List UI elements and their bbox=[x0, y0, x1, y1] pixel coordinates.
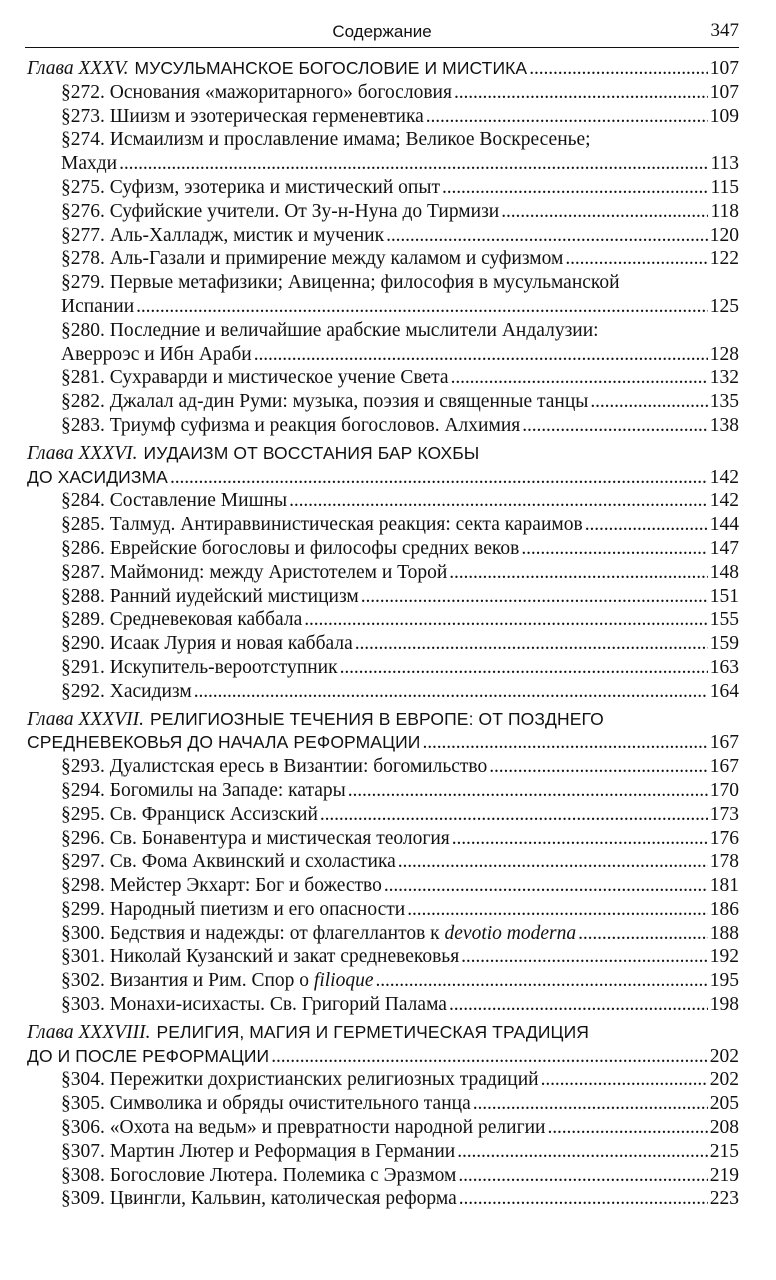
entry-text bbox=[61, 1140, 455, 1164]
entry-text bbox=[61, 969, 374, 993]
section-entry-continued[interactable] bbox=[27, 343, 739, 367]
dot-leader bbox=[590, 390, 707, 414]
section-entry[interactable] bbox=[27, 898, 739, 922]
section-title-italic: devotio moderna bbox=[444, 922, 577, 944]
entry-page-number: 115 bbox=[710, 176, 739, 198]
entry-page-number: 125 bbox=[709, 295, 739, 317]
dot-leader bbox=[320, 803, 708, 827]
entry-text bbox=[61, 176, 440, 200]
page-header bbox=[25, 20, 739, 48]
section-entry[interactable] bbox=[27, 1068, 739, 1092]
running-title: Содержание bbox=[332, 22, 432, 41]
entry-page-number: 113 bbox=[710, 153, 739, 175]
chapter-title: ИУДАИЗМ ОТ ВОССТАНИЯ БАР КОХБЫ bbox=[143, 442, 480, 463]
entry-text bbox=[61, 1068, 539, 1092]
entry-text bbox=[61, 343, 252, 367]
section-title: §290. Исаак Лурия и новая каббала bbox=[61, 633, 353, 655]
section-entry[interactable] bbox=[27, 1187, 739, 1211]
entry-page-number: 192 bbox=[709, 946, 739, 968]
chapter-heading[interactable] bbox=[27, 1021, 739, 1045]
section-entry[interactable] bbox=[27, 81, 739, 105]
entry-text bbox=[61, 945, 459, 969]
chapter-heading-continued[interactable] bbox=[27, 731, 739, 755]
section-entry[interactable] bbox=[27, 680, 739, 704]
section-title: §287. Маймонид: между Аристотелем и Торой bbox=[61, 561, 448, 583]
section-entry[interactable] bbox=[27, 874, 739, 898]
section-entry[interactable] bbox=[27, 319, 739, 343]
dot-leader bbox=[529, 57, 708, 81]
entry-page-number: 135 bbox=[709, 391, 739, 413]
entry-text bbox=[61, 874, 382, 898]
entry-page-number: 120 bbox=[709, 224, 739, 246]
entry-page-number: 167 bbox=[709, 732, 739, 754]
entry-text bbox=[61, 632, 353, 656]
section-title: §281. Сухраварди и мистическое учение Света bbox=[61, 367, 449, 389]
chapter-title-continued: СРЕДНЕВЕКОВЬЯ ДО НАЧАЛА РЕФОРМАЦИИ bbox=[27, 732, 421, 753]
entry-text bbox=[61, 513, 583, 537]
entry-text bbox=[27, 731, 420, 755]
section-title: §277. Аль-Халладж, мистик и мученик bbox=[61, 224, 385, 246]
entry-page-number: 107 bbox=[709, 81, 739, 103]
section-title: §292. Хасидизм bbox=[61, 680, 192, 702]
entry-text bbox=[61, 898, 405, 922]
entry-text bbox=[27, 442, 479, 466]
section-entry[interactable] bbox=[27, 755, 739, 779]
entry-text bbox=[61, 561, 447, 585]
entry-text bbox=[61, 414, 520, 438]
entry-text bbox=[61, 537, 519, 561]
entry-page-number: 132 bbox=[709, 367, 739, 389]
section-title: §286. Еврейские богословы и философы средних веков bbox=[61, 537, 520, 559]
section-entry[interactable] bbox=[27, 247, 739, 271]
entry-page-number: 202 bbox=[709, 1069, 739, 1091]
section-entry[interactable] bbox=[27, 922, 739, 946]
header-rule bbox=[25, 47, 739, 48]
chapter-label: Глава XXXV. bbox=[27, 58, 129, 79]
section-title: §294. Богомилы на Западе: катары bbox=[61, 779, 346, 801]
entry-page-number: 188 bbox=[709, 922, 739, 944]
entry-text bbox=[61, 390, 588, 414]
dot-leader bbox=[407, 898, 708, 922]
entry-page-number: 215 bbox=[709, 1140, 739, 1162]
entry-text bbox=[61, 366, 449, 390]
dot-leader bbox=[457, 1140, 708, 1164]
section-title-continued: Испании bbox=[61, 295, 135, 317]
section-entry[interactable] bbox=[27, 803, 739, 827]
entry-text bbox=[61, 247, 563, 271]
dot-leader bbox=[522, 414, 708, 438]
entry-text bbox=[61, 850, 396, 874]
dot-leader bbox=[452, 827, 708, 851]
dot-leader bbox=[386, 224, 708, 248]
entry-page-number: 147 bbox=[709, 537, 739, 559]
section-title: §285. Талмуд. Антираввинистическая реакция: секта караимов bbox=[61, 514, 583, 536]
dot-leader bbox=[454, 81, 708, 105]
entry-page-number: 202 bbox=[709, 1045, 739, 1067]
entry-page-number: 208 bbox=[709, 1117, 739, 1139]
section-entry[interactable] bbox=[27, 827, 739, 851]
section-entry-continued[interactable] bbox=[27, 295, 739, 319]
entry-page-number: 195 bbox=[709, 970, 739, 992]
dot-leader bbox=[289, 489, 708, 513]
section-entry[interactable] bbox=[27, 993, 739, 1017]
section-entry[interactable] bbox=[27, 656, 739, 680]
dot-leader bbox=[376, 969, 708, 993]
entry-page-number: 178 bbox=[709, 851, 739, 873]
section-title: §301. Николай Кузанский и закат средневековья bbox=[61, 946, 460, 968]
entry-text bbox=[61, 827, 450, 851]
dot-leader bbox=[361, 585, 708, 609]
dot-leader bbox=[304, 608, 708, 632]
entry-text bbox=[61, 105, 424, 129]
entry-text bbox=[61, 200, 499, 224]
section-entry[interactable] bbox=[27, 850, 739, 874]
entry-page-number: 205 bbox=[709, 1093, 739, 1115]
entry-text bbox=[61, 993, 447, 1017]
section-entry[interactable] bbox=[27, 271, 739, 295]
entry-page-number: 163 bbox=[709, 656, 739, 678]
section-title-continued: Махди bbox=[61, 153, 118, 175]
section-title: §279. Первые метафизики; Авиценна; философия в мусульманской bbox=[61, 272, 620, 294]
entry-text bbox=[61, 295, 134, 319]
section-title: §308. Богословие Лютера. Полемика с Эразмом bbox=[61, 1164, 457, 1186]
dot-leader bbox=[585, 513, 708, 537]
dot-leader bbox=[426, 105, 708, 129]
entry-page-number: 223 bbox=[709, 1188, 739, 1210]
entry-page-number: 170 bbox=[709, 779, 739, 801]
section-entry[interactable] bbox=[27, 366, 739, 390]
entry-page-number: 155 bbox=[709, 609, 739, 631]
chapter-heading[interactable] bbox=[27, 57, 739, 81]
section-entry[interactable] bbox=[27, 489, 739, 513]
dot-leader bbox=[501, 200, 708, 224]
entry-page-number: 128 bbox=[709, 343, 739, 365]
dot-leader bbox=[521, 537, 707, 561]
section-title: §295. Св. Франциск Ассизский bbox=[61, 803, 318, 825]
dot-leader bbox=[473, 1092, 708, 1116]
dot-leader bbox=[194, 680, 708, 704]
chapter-heading[interactable] bbox=[27, 708, 739, 732]
chapter-label: Глава XXXVIII. bbox=[27, 1021, 151, 1043]
entry-text bbox=[61, 585, 359, 609]
dot-leader bbox=[254, 343, 708, 367]
chapter-title: МУСУЛЬМАНСКОЕ БОГОСЛОВИЕ И МИСТИКА bbox=[134, 58, 528, 78]
section-entry[interactable] bbox=[27, 632, 739, 656]
dot-leader bbox=[449, 561, 707, 585]
section-title: §283. Триумф суфизма и реакция богословов. Алхимия bbox=[61, 414, 521, 436]
chapter-heading[interactable] bbox=[27, 442, 739, 466]
section-entry[interactable] bbox=[27, 561, 739, 585]
section-entry[interactable] bbox=[27, 1092, 739, 1116]
entry-text bbox=[61, 803, 318, 827]
chapter-label: Глава XXXVII. bbox=[27, 708, 145, 730]
dot-leader bbox=[422, 731, 707, 755]
section-title: §303. Монахи-исихасты. Св. Григорий Палама bbox=[61, 994, 447, 1016]
entry-page-number: 198 bbox=[709, 994, 739, 1016]
dot-leader bbox=[119, 152, 708, 176]
section-title: §305. Символика и обряды очистительного танца bbox=[61, 1093, 471, 1115]
section-title: §297. Св. Фома Аквинский и схоластика bbox=[61, 851, 396, 873]
section-title: §307. Мартин Лютер и Реформация в Германии bbox=[61, 1140, 456, 1162]
entry-text bbox=[61, 779, 346, 803]
entry-page-number: 173 bbox=[709, 803, 739, 825]
entry-text bbox=[61, 656, 338, 680]
chapter-heading-continued[interactable] bbox=[27, 466, 739, 490]
section-entry[interactable] bbox=[27, 1164, 739, 1188]
page-number: 347 bbox=[710, 20, 739, 41]
section-entry[interactable] bbox=[27, 537, 739, 561]
entry-text bbox=[27, 466, 168, 490]
chapter-title: РЕЛИГИОЗНЫЕ ТЕЧЕНИЯ В ЕВРОПЕ: ОТ ПОЗДНЕГО bbox=[150, 708, 604, 729]
section-title: §298. Мейстер Экхарт: Бог и божество bbox=[61, 875, 382, 897]
entry-page-number: 144 bbox=[709, 514, 739, 536]
dot-leader bbox=[384, 874, 708, 898]
entry-page-number: 176 bbox=[709, 827, 739, 849]
dot-leader bbox=[451, 366, 708, 390]
dot-leader bbox=[398, 850, 708, 874]
dot-leader bbox=[442, 176, 708, 200]
entry-text bbox=[61, 1164, 456, 1188]
entry-page-number: 107 bbox=[709, 58, 739, 79]
section-title: §275. Суфизм, эзотерика и мистический опыт bbox=[61, 176, 440, 198]
entry-page-number: 109 bbox=[709, 105, 739, 127]
dot-leader bbox=[541, 1068, 708, 1092]
section-entry[interactable] bbox=[27, 105, 739, 129]
dot-leader bbox=[547, 1116, 707, 1140]
section-title: §296. Св. Бонавентура и мистическая теология bbox=[61, 827, 450, 849]
entry-page-number: 181 bbox=[709, 875, 739, 897]
entry-page-number: 122 bbox=[709, 248, 739, 270]
section-entry-continued[interactable] bbox=[27, 152, 739, 176]
dot-leader bbox=[340, 656, 708, 680]
section-title: §306. «Охота на ведьм» и превратности народной религии bbox=[61, 1117, 546, 1139]
entry-text bbox=[61, 319, 599, 343]
entry-text bbox=[61, 680, 192, 704]
entry-text bbox=[27, 1021, 589, 1045]
dot-leader bbox=[578, 922, 708, 946]
dot-leader bbox=[271, 1045, 708, 1069]
section-title: §276. Суфийские учители. От Зу-н-Нуна до Тирмизи bbox=[61, 200, 500, 222]
entry-page-number: 118 bbox=[710, 200, 739, 222]
dot-leader bbox=[355, 632, 708, 656]
section-title: §278. Аль-Газали и примирение между каламом и суфизмом bbox=[61, 248, 564, 270]
section-title: §299. Народный пиетизм и его опасности bbox=[61, 898, 406, 920]
section-entry[interactable] bbox=[27, 779, 739, 803]
section-title: §289. Средневековая каббала bbox=[61, 609, 303, 631]
section-title: §282. Джалал ад-дин Руми: музыка, поэзия и священные танцы bbox=[61, 391, 589, 413]
section-title: §300. Бедствия и надежды: от флагеллантов к bbox=[61, 922, 445, 944]
entry-page-number: 142 bbox=[709, 466, 739, 488]
chapter-label: Глава XXXVI. bbox=[27, 442, 138, 464]
dot-leader bbox=[170, 466, 708, 490]
dot-leader bbox=[489, 755, 708, 779]
dot-leader bbox=[565, 247, 707, 271]
entry-text bbox=[27, 708, 604, 732]
section-entry[interactable] bbox=[27, 1140, 739, 1164]
dot-leader bbox=[461, 945, 708, 969]
section-entry[interactable] bbox=[27, 945, 739, 969]
chapter-title-continued: ДО ХАСИДИЗМА bbox=[27, 466, 168, 487]
entry-text bbox=[61, 489, 287, 513]
section-entry[interactable] bbox=[27, 390, 739, 414]
entry-text bbox=[27, 57, 527, 81]
section-title: §302. Византия и Рим. Спор о bbox=[61, 970, 314, 992]
section-title: §288. Ранний иудейский мистицизм bbox=[61, 585, 359, 607]
chapter-heading-continued[interactable] bbox=[27, 1045, 739, 1069]
entry-page-number: 167 bbox=[709, 756, 739, 778]
entry-text bbox=[61, 1092, 471, 1116]
entry-text bbox=[61, 128, 591, 152]
entry-text bbox=[61, 755, 487, 779]
entry-text bbox=[61, 152, 117, 176]
section-entry[interactable] bbox=[27, 513, 739, 537]
table-of-contents bbox=[27, 57, 739, 1211]
dot-leader bbox=[459, 1187, 708, 1211]
entry-text bbox=[61, 608, 302, 632]
entry-text bbox=[61, 81, 452, 105]
section-title: §291. Искупитель-вероотступник bbox=[61, 656, 338, 678]
section-entry[interactable] bbox=[27, 608, 739, 632]
dot-leader bbox=[136, 295, 708, 319]
dot-leader bbox=[449, 993, 708, 1017]
entry-page-number: 219 bbox=[709, 1164, 739, 1186]
entry-text bbox=[61, 1116, 545, 1140]
section-title-continued: Аверроэс и Ибн Араби bbox=[61, 343, 252, 365]
entry-text bbox=[61, 922, 576, 946]
entry-page-number: 186 bbox=[709, 898, 739, 920]
section-title-italic: filioque bbox=[313, 970, 374, 992]
dot-leader bbox=[348, 779, 708, 803]
section-title: §273. Шиизм и эзотерическая герменевтика bbox=[61, 105, 424, 127]
section-title: §309. Цвингли, Кальвин, католическая реформа bbox=[61, 1188, 457, 1210]
entry-page-number: 151 bbox=[709, 585, 739, 607]
section-entry[interactable] bbox=[27, 414, 739, 438]
entry-text bbox=[61, 1187, 457, 1211]
section-title: §293. Дуалистская ересь в Византии: богомильство bbox=[61, 756, 488, 778]
section-title: §274. Исмаилизм и прославление имама; Великое Воскресенье; bbox=[61, 129, 591, 151]
section-title: §280. Последние и величайшие арабские мыслители Андалузии: bbox=[61, 319, 599, 341]
entry-text bbox=[61, 224, 384, 248]
entry-text bbox=[61, 271, 620, 295]
section-entry[interactable] bbox=[27, 128, 739, 152]
dot-leader bbox=[458, 1164, 707, 1188]
section-entry[interactable] bbox=[27, 200, 739, 224]
entry-page-number: 159 bbox=[709, 633, 739, 655]
chapter-title-continued: ДО И ПОСЛЕ РЕФОРМАЦИИ bbox=[27, 1045, 270, 1066]
entry-page-number: 138 bbox=[709, 414, 739, 436]
chapter-title: РЕЛИГИЯ, МАГИЯ И ГЕРМЕТИЧЕСКАЯ ТРАДИЦИЯ bbox=[156, 1021, 590, 1042]
section-entry[interactable] bbox=[27, 585, 739, 609]
section-title: §304. Пережитки дохристианских религиозных традиций bbox=[61, 1069, 539, 1091]
section-entry[interactable] bbox=[27, 969, 739, 993]
entry-text bbox=[27, 1045, 269, 1069]
section-entry[interactable] bbox=[27, 224, 739, 248]
entry-page-number: 148 bbox=[709, 561, 739, 583]
entry-page-number: 164 bbox=[709, 680, 739, 702]
section-entry[interactable] bbox=[27, 176, 739, 200]
section-title: §272. Основания «мажоритарного» богословия bbox=[61, 81, 452, 103]
entry-page-number: 142 bbox=[709, 490, 739, 512]
section-title: §284. Составление Мишны bbox=[61, 490, 288, 512]
section-entry[interactable] bbox=[27, 1116, 739, 1140]
